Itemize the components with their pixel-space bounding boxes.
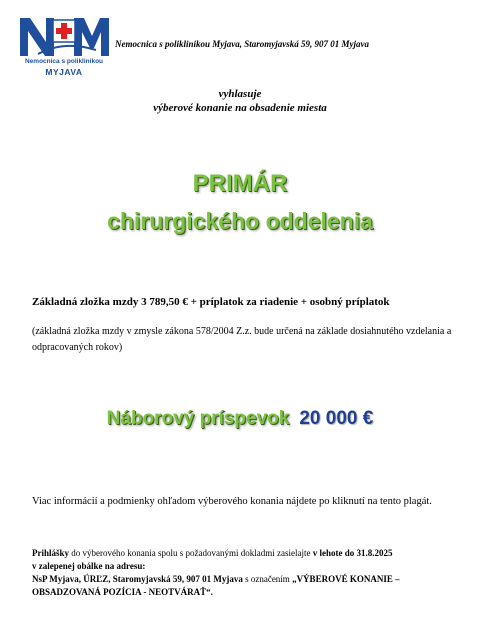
nm-logo-icon <box>18 14 110 60</box>
bonus-amount: 20 000 € <box>299 408 374 429</box>
salary-text: Základná zložka mzdy 3 789,50 € + príplatok za riadenie + osobný príplatok <box>32 296 390 308</box>
apply-address: NsP Myjava, ÚRĽZ, Staromyjavská 59, 907 01 Myjava <box>32 574 243 584</box>
position-title-line2: chirurgického oddelenia <box>107 208 373 234</box>
bonus-label: Náborový príspevok <box>106 408 290 429</box>
position-title-line1: PRIMÁR <box>192 170 288 197</box>
logo-name-text: Nemocnica s poliklinikou <box>24 58 104 65</box>
apply-part2: do výberového konania spolu s požadovanými dokladmi zasielajte <box>69 548 313 558</box>
salary-note: (základná zložka mzdy v zmysle zákona 578/2004 Z.z. bude určená na základe dosiahnutého vzdelania a odpracovaných rokov) <box>32 326 452 353</box>
hospital-logo <box>18 14 110 76</box>
application-instructions <box>32 547 462 599</box>
apply-marking: „VÝBEROVÉ KONANIE – OBSADZOVANÁ POZÍCIA - NEOTVÁRAŤ“. <box>32 574 400 597</box>
recruitment-bonus <box>0 408 480 430</box>
apply-deadline: v lehote do 31.8.2025 <box>312 548 393 558</box>
logo-city-text: MYJAVA <box>45 67 83 77</box>
apply-envelope-line: v zalepenej obálke na adresu: <box>32 561 146 571</box>
apply-part5: s označením <box>242 574 293 584</box>
announcement-line1: vyhlasuje <box>218 88 262 100</box>
info-link-text[interactable]: Viac informácií a podmienky ohľadom výberového konania nájdete po kliknutí na tento plagát. <box>32 496 432 507</box>
apply-part1: Prihlášky <box>32 548 70 558</box>
header-address: Nemocnica s poliklinikou Myjava, Staromyjavská 59, 907 01 Myjava <box>115 39 369 49</box>
announcement-line2: výberové konanie na obsadenie miesta <box>153 102 327 114</box>
